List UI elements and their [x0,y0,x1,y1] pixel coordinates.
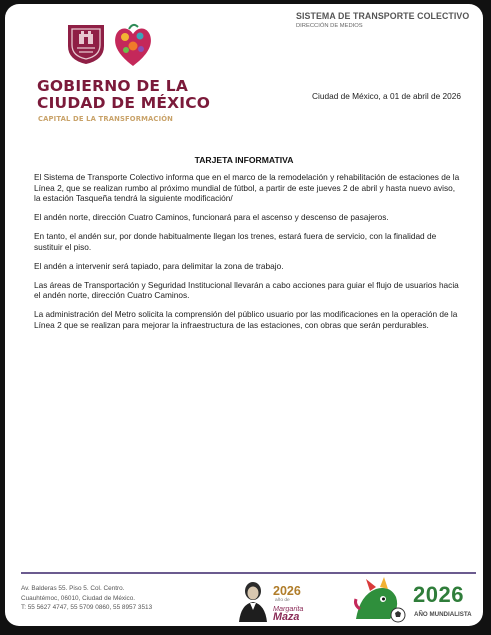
logo-tagline: CAPITAL DE LA TRANSFORMACIÓN [38,115,174,123]
footer-address [21,584,152,613]
agency-header [296,11,476,29]
document-date: Ciudad de México, a 01 de abril de 2026 [312,91,461,101]
mundial-mascot-icon [350,575,410,625]
footer-divider [21,572,476,574]
paragraph: El andén a intervenir será tapiado, para delimitar la zona de trabajo. [34,260,284,271]
margarita-maza-logo [235,579,345,623]
maza-name: Margarita [273,604,304,613]
document-body [34,172,462,339]
logo-line-1: GOBIERNO DE LA [37,77,189,95]
ano-mundialista-logo [350,575,478,625]
mundial-subtitle: AÑO MUNDIALISTA [414,611,472,618]
address-line: T: 55 5627 4747, 55 5709 0860, 55 8957 3513 [21,604,153,612]
maza-surname: Maza [273,611,300,623]
agency-name: SISTEMA DE TRANSPORTE COLECTIVO [296,11,470,21]
document-title: TARJETA INFORMATIVA [194,155,294,165]
mundial-year: 2026 [413,582,464,607]
cdmx-government-logo [37,20,211,130]
maza-subtitle: año de [275,598,290,603]
cdmx-seal-icon [65,22,107,66]
address-line: Cuauhtémoc, 06010, Ciudad de México. [21,594,136,602]
logo-line-2: CIUDAD DE MÉXICO [37,94,211,112]
agency-department: DIRECCIÓN DE MEDIOS [296,23,363,29]
paragraph: El Sistema de Transporte Colectivo informa que en el marco de la remodelación y rehabilitación de estaciones de la Línea 2, que se realizan rumbo al próximo mundial de fútbol, a partir de este jueves 2 de abril y hasta nuevo aviso, la estación Tasqueña tendrá la siguiente modificación/ [34,172,460,204]
margarita-maza-portrait-icon [235,580,271,622]
paragraph: Las áreas de Transportación y Seguridad Institucional llevarán a cabo acciones para guiar el flujo de usuarios hacia el andén norte, dirección Cuatro Caminos. [34,279,459,301]
heart-emblem-icon [111,22,155,68]
document-page [5,4,483,626]
address-line: Av. Balderas 55. Piso 5. Col. Centro. [21,585,125,592]
paragraph: En tanto, el andén sur, por donde habitualmente llegan los trenes, estará fuera de servicio, con la finalidad de sustituir el piso. [34,231,437,252]
paragraph: La administración del Metro solicita la comprensión del público usuario por las modificaciones en la operación de la Línea 2 que se realizan para mejorar la infraestructura de las estaciones, con obras que serán perdurables. [34,309,458,330]
maza-year: 2026 [273,584,301,598]
paragraph: El andén norte, dirección Cuatro Caminos, funcionará para el ascenso y descenso de pasajeros. [34,212,389,223]
